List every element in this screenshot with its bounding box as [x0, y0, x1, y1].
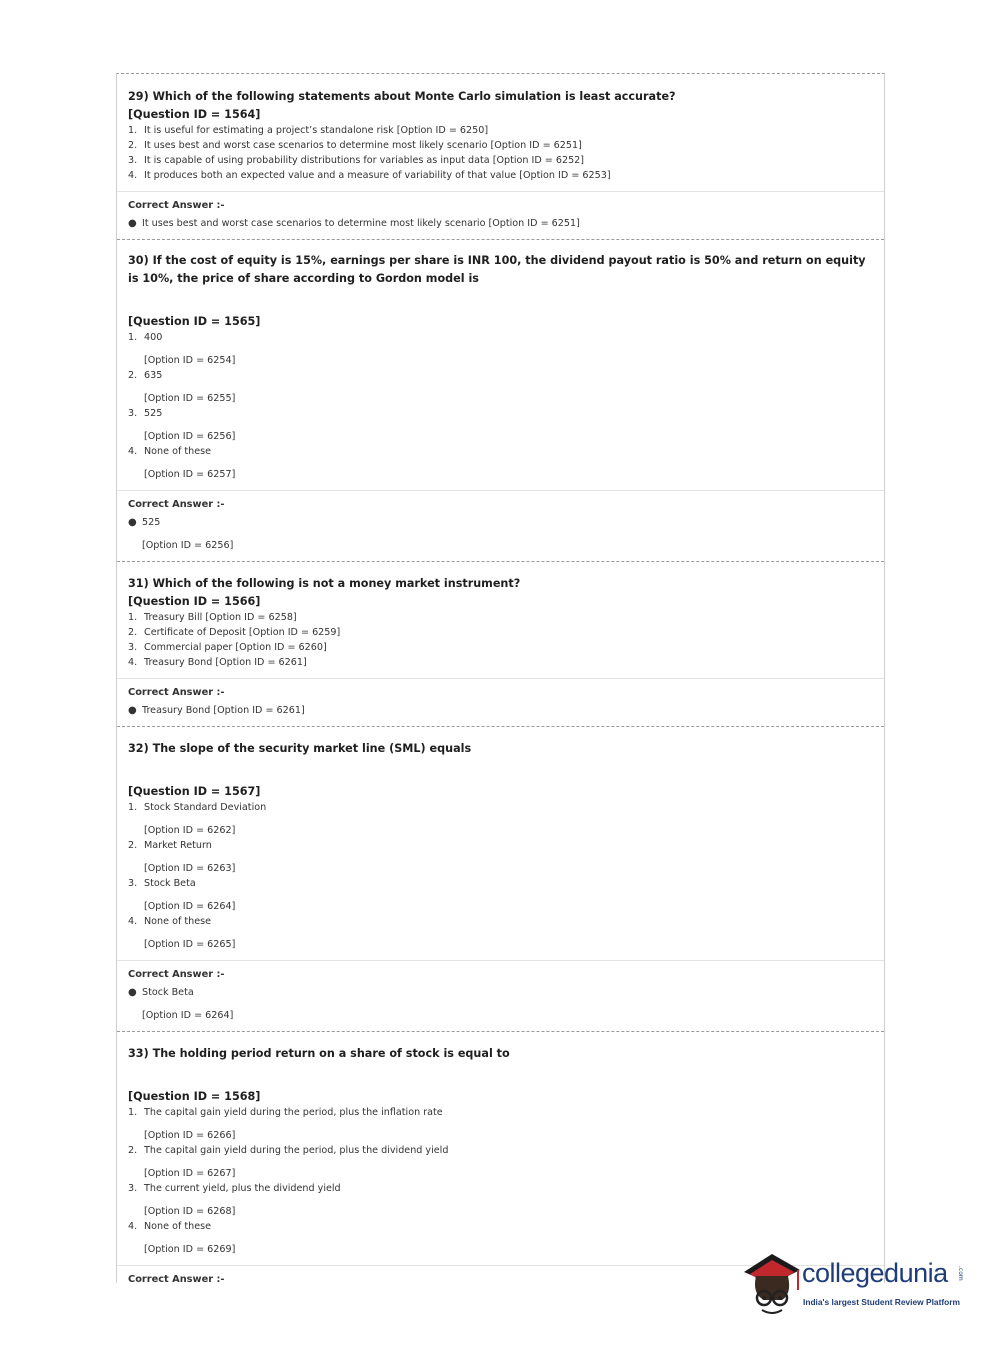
option-item — [128, 610, 872, 625]
correct-answer-label: Correct Answer :- — [128, 499, 225, 510]
option-item — [128, 123, 872, 138]
option-text: Treasury Bill [Option ID = 6258] — [144, 612, 297, 623]
options-list — [128, 330, 872, 482]
option-item — [128, 444, 872, 482]
question-title: 32) The slope of the security market line (SML) equals — [128, 742, 472, 755]
option-text: None of these — [144, 1221, 212, 1232]
question-block-31 — [117, 562, 884, 727]
option-text: 635 — [144, 370, 163, 381]
option-number: 2. — [128, 627, 138, 638]
answer-section — [117, 191, 884, 239]
option-text: Certificate of Deposit [Option ID = 6259] — [144, 627, 341, 638]
correct-answer-text: 525 — [142, 517, 161, 528]
option-id: [Option ID = 6267] — [144, 1168, 236, 1179]
option-item — [128, 640, 872, 655]
correct-answer — [128, 515, 872, 530]
option-number: 2. — [128, 1145, 138, 1156]
option-item — [128, 876, 872, 914]
option-number: 2. — [128, 140, 138, 151]
question-id: [Question ID = 1565] — [128, 315, 261, 328]
option-id: [Option ID = 6265] — [144, 939, 236, 950]
correct-answer — [128, 216, 872, 231]
option-item — [128, 625, 872, 640]
question-block-29 — [117, 74, 884, 240]
option-item — [128, 800, 872, 838]
bullet-icon: ● — [128, 218, 137, 229]
option-number: 4. — [128, 1221, 138, 1232]
correct-answer — [128, 985, 872, 1000]
correct-answer-label: Correct Answer :- — [128, 1274, 225, 1283]
option-text: Stock Standard Deviation — [144, 802, 267, 813]
question-id: [Question ID = 1564] — [128, 108, 261, 121]
brand-name: collegedunia — [802, 1258, 948, 1288]
option-item — [128, 838, 872, 876]
option-text: It produces both an expected value and a measure of variability of that value [Option ID = 6253] — [144, 170, 611, 181]
option-id: [Option ID = 6269] — [144, 1244, 236, 1255]
option-number: 1. — [128, 802, 138, 813]
question-title: 33) The holding period return on a share of stock is equal to — [128, 1047, 510, 1060]
correct-answer-option-id: [Option ID = 6256] — [142, 540, 234, 551]
option-number: 4. — [128, 446, 138, 457]
option-text: Commercial paper [Option ID = 6260] — [144, 642, 327, 653]
bullet-icon: ● — [128, 987, 137, 998]
correct-answer-label: Correct Answer :- — [128, 200, 225, 211]
question-block-32 — [117, 727, 884, 1032]
option-id: [Option ID = 6262] — [144, 825, 236, 836]
answer-section — [117, 960, 884, 1031]
option-number: 2. — [128, 370, 138, 381]
question-sheet — [116, 73, 885, 1283]
option-number: 3. — [128, 155, 138, 166]
option-number: 3. — [128, 642, 138, 653]
option-number: 4. — [128, 657, 138, 668]
question-id: [Question ID = 1567] — [128, 785, 261, 798]
option-number: 1. — [128, 332, 138, 343]
correct-answer-text: It uses best and worst case scenarios to determine most likely scenario [Option ID = 6251] — [142, 218, 580, 229]
correct-answer-label: Correct Answer :- — [128, 687, 225, 698]
option-text: 525 — [144, 408, 163, 419]
options-list — [128, 800, 872, 952]
bullet-icon: ● — [128, 705, 137, 716]
brand-suffix: .com — [957, 1266, 964, 1281]
option-id: [Option ID = 6257] — [144, 469, 236, 480]
option-item — [128, 368, 872, 406]
correct-answer-text: Treasury Bond [Option ID = 6261] — [142, 705, 305, 716]
option-id: [Option ID = 6263] — [144, 863, 236, 874]
option-item — [128, 406, 872, 444]
question-block-33 — [117, 1032, 884, 1283]
option-text: Stock Beta — [144, 878, 196, 889]
option-number: 4. — [128, 170, 138, 181]
option-number: 1. — [128, 1107, 138, 1118]
option-item — [128, 1105, 872, 1143]
option-text: None of these — [144, 916, 212, 927]
option-text: It is useful for estimating a project’s standalone risk [Option ID = 6250] — [144, 125, 489, 136]
correct-answer — [128, 703, 872, 718]
option-id: [Option ID = 6268] — [144, 1206, 236, 1217]
option-item — [128, 330, 872, 368]
option-id: [Option ID = 6256] — [144, 431, 236, 442]
option-text: The capital gain yield during the period, plus the inflation rate — [144, 1107, 443, 1118]
option-text: Treasury Bond [Option ID = 6261] — [144, 657, 307, 668]
answer-section — [117, 678, 884, 726]
option-text: 400 — [144, 332, 163, 343]
options-list — [128, 1105, 872, 1257]
option-text: The capital gain yield during the period, plus the dividend yield — [144, 1145, 449, 1156]
question-title: 31) Which of the following is not a money market instrument? — [128, 577, 521, 590]
option-item — [128, 1181, 872, 1219]
option-number: 1. — [128, 612, 138, 623]
collegedunia-logo — [742, 1250, 972, 1320]
option-text: Market Return — [144, 840, 212, 851]
option-item — [128, 1143, 872, 1181]
option-number: 2. — [128, 840, 138, 851]
question-id: [Question ID = 1566] — [128, 595, 261, 608]
option-number: 3. — [128, 878, 138, 889]
option-item — [128, 168, 872, 183]
options-list — [128, 123, 872, 183]
question-title: 29) Which of the following statements about Monte Carlo simulation is least accurate? — [128, 90, 676, 103]
option-id: [Option ID = 6254] — [144, 355, 236, 366]
brand-tagline: India's largest Student Review Platform — [803, 1297, 960, 1307]
correct-answer-label: Correct Answer :- — [128, 969, 225, 980]
option-number: 4. — [128, 916, 138, 927]
answer-section — [117, 490, 884, 561]
option-number: 3. — [128, 1183, 138, 1194]
option-text: None of these — [144, 446, 212, 457]
option-item — [128, 655, 872, 670]
question-block-30 — [117, 240, 884, 562]
option-number: 3. — [128, 408, 138, 419]
option-item — [128, 153, 872, 168]
options-list — [128, 610, 872, 670]
option-id: [Option ID = 6266] — [144, 1130, 236, 1141]
question-title: 30) If the cost of equity is 15%, earnings per share is INR 100, the dividend payout ratio is 50% and return on equity is 10%, the price of share according to Gordon model is — [128, 254, 866, 285]
correct-answer-text: Stock Beta — [142, 987, 194, 998]
option-item — [128, 138, 872, 153]
option-text: The current yield, plus the dividend yield — [144, 1183, 341, 1194]
bullet-icon: ● — [128, 517, 137, 528]
student-mascot-icon — [742, 1250, 802, 1318]
option-id: [Option ID = 6264] — [144, 901, 236, 912]
option-text: It is capable of using probability distributions for variables as input data [Option ID = 6252] — [144, 155, 585, 166]
correct-answer-option-id: [Option ID = 6264] — [142, 1010, 234, 1021]
option-id: [Option ID = 6255] — [144, 393, 236, 404]
option-number: 1. — [128, 125, 138, 136]
option-text: It uses best and worst case scenarios to determine most likely scenario [Option ID = 6251] — [144, 140, 582, 151]
question-id: [Question ID = 1568] — [128, 1090, 261, 1103]
option-item — [128, 914, 872, 952]
